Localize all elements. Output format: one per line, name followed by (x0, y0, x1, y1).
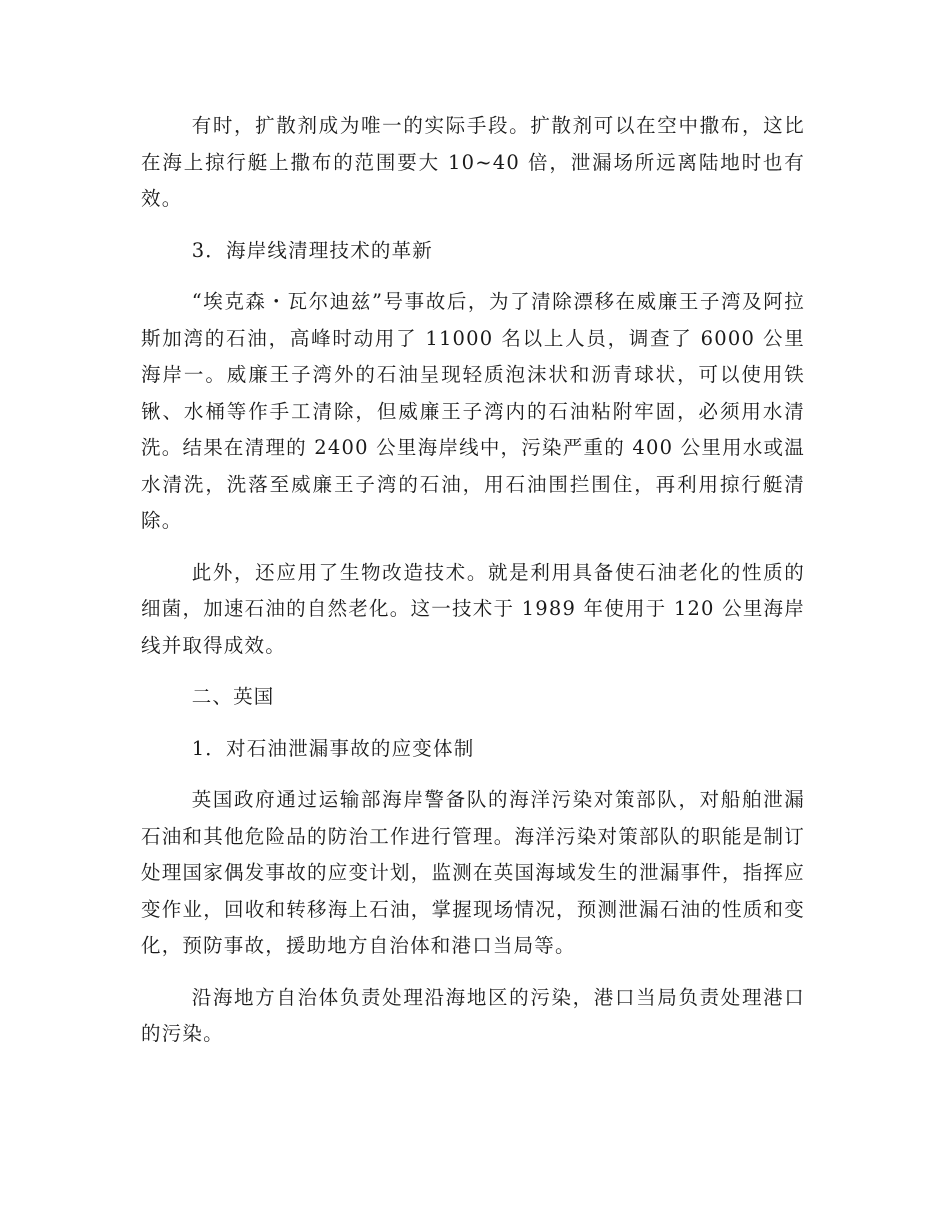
paragraph-uk-government: 英国政府通过运输部海岸警备队的海洋污染对策部队，对船舶泄漏石油和其他危险品的防治工作进行管理。海洋污染对策部队的职能是制订处理国家偶发事故的应变计划，监测在英国海域发生的泄漏事件，指挥应变作业，回收和转移海上石油，掌握现场情况，预测泄漏石油的性质和变化，预防事故，援助地方自治体和港口当局等。 (141, 788, 805, 957)
section-heading-response-system: 1．对石油泄漏事故的应变体制 (191, 736, 475, 760)
section-heading-uk: 二、英国 (191, 685, 275, 708)
paragraph-bioremediation: 此外，还应用了生物改造技术。就是利用具备使石油老化的性质的细菌，加速石油的自然老化。这一技术于 1989 年使用于 120 公里海岸线并取得成效。 (141, 560, 805, 657)
paragraph-exxon-valdez: “埃克森・瓦尔迪兹”号事故后，为了清除漂移在威廉王子湾及阿拉斯加湾的石油，高峰时动用了 11000 名以上人员，调查了 6000 公里海岸一。威廉王子湾外的石油呈现轻质泡沫状和沥青球状，可以使用铁锹、水桶等作手工清除，但威廉王子湾内的石油粘附牢固，必须用水清洗。结果在清理的 2400 公里海岸线中，污染严重的 400 公里用水或温水清洗，洗落至威廉王子湾的石油，用石油围拦围住，再利用掠行艇清除。 (141, 290, 805, 532)
section-heading-shoreline-cleanup: 3．海岸线清理技术的革新 (191, 238, 433, 262)
document-body (141, 108, 805, 1068)
paragraph-local-authorities: 沿海地方自治体负责处理沿海地区的污染，港口当局负责处理港口的污染。 (141, 985, 805, 1045)
paragraph-dispersant: 有时，扩散剂成为唯一的实际手段。扩散剂可以在空中撒布，这比在海上掠行艇上撒布的范围要大 10~40 倍，泄漏场所远离陆地时也有效。 (141, 114, 805, 210)
